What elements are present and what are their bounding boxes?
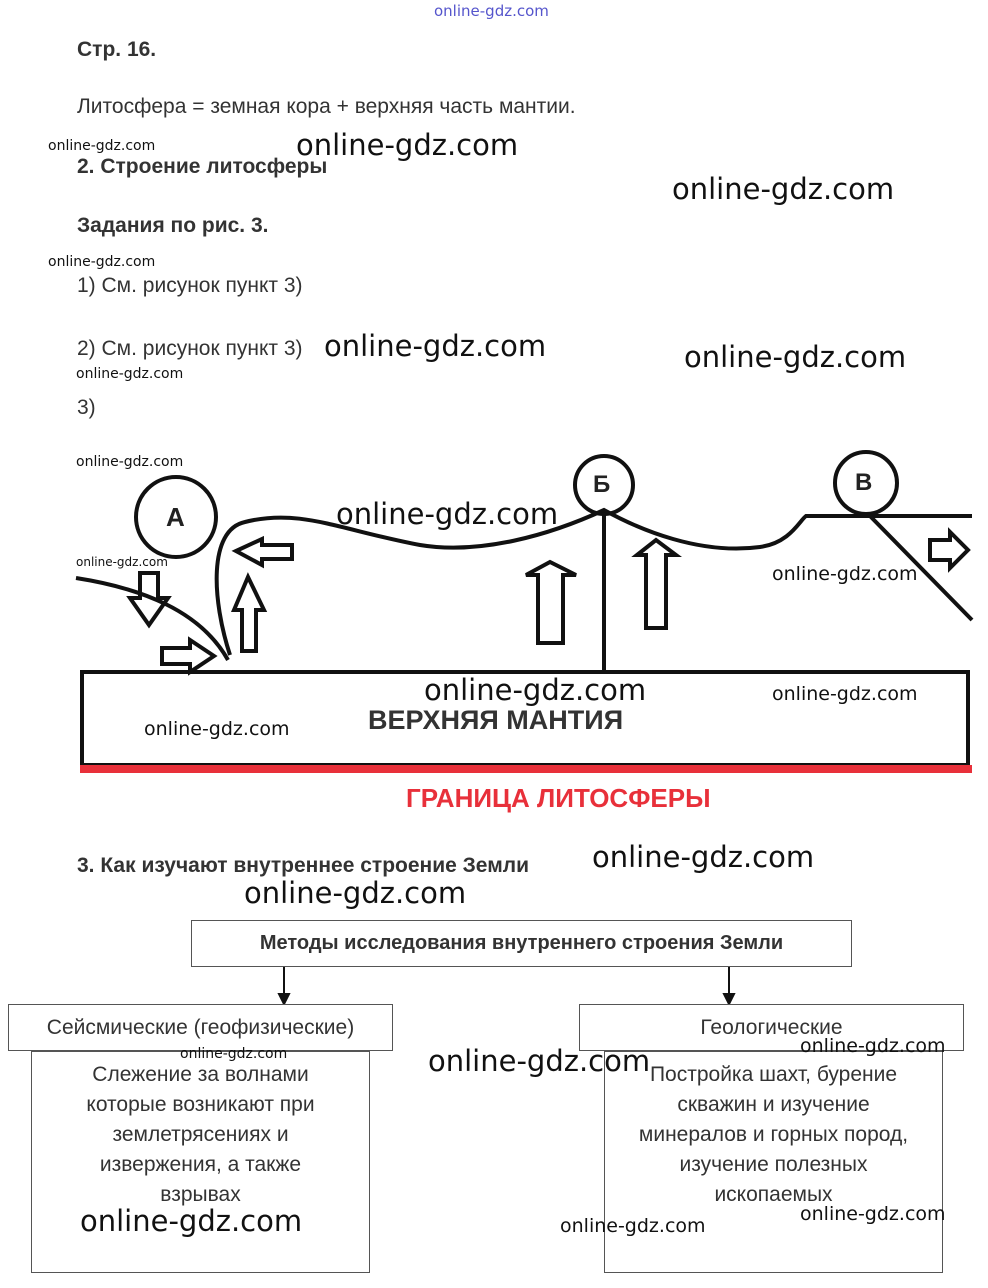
section3-title: 3. Как изучают внутреннее строение Земли bbox=[77, 854, 529, 877]
watermark[interactable]: online-gdz.com bbox=[48, 254, 156, 270]
geological-desc-box bbox=[604, 1051, 943, 1273]
lithosphere-definition: Литосфера = земная кора + верхняя часть мантии. bbox=[77, 95, 576, 118]
label-a: А bbox=[166, 502, 185, 532]
geological-line: минералов и горных пород, bbox=[638, 1123, 909, 1146]
watermark[interactable]: online-gdz.com bbox=[296, 128, 519, 162]
geological-line: ископаемых bbox=[714, 1183, 833, 1206]
watermark[interactable]: online-gdz.com bbox=[428, 1044, 651, 1078]
seismic-line: взрывах bbox=[160, 1183, 241, 1206]
label-b: Б bbox=[593, 471, 611, 498]
seismic-box bbox=[8, 1004, 393, 1051]
geological-line: изучение полезных bbox=[679, 1153, 868, 1176]
page-number: Стр. 16. bbox=[77, 38, 157, 61]
watermark[interactable]: online-gdz.com bbox=[772, 683, 918, 705]
tasks-title: Задания по рис. 3. bbox=[77, 214, 269, 237]
watermark[interactable]: online-gdz.com bbox=[144, 718, 290, 740]
watermark[interactable]: online-gdz.com bbox=[800, 1035, 946, 1057]
geological-line: скважин и изучение bbox=[677, 1093, 870, 1116]
watermark[interactable]: online-gdz.com bbox=[684, 340, 907, 374]
section2-title: 2. Строение литосферы bbox=[77, 155, 328, 178]
task-1: 1) См. рисунок пункт 3) bbox=[77, 274, 303, 297]
arrowhead-geological bbox=[724, 994, 734, 1004]
mantle-label: ВЕРХНЯЯ МАНТИЯ bbox=[368, 705, 624, 735]
seismic-desc-box bbox=[31, 1051, 370, 1273]
label-v: В bbox=[855, 469, 873, 496]
watermark[interactable]: online-gdz.com bbox=[560, 1215, 706, 1237]
watermark[interactable]: online-gdz.com bbox=[48, 138, 156, 154]
watermark-top[interactable]: online-gdz.com bbox=[434, 2, 549, 20]
watermark[interactable]: online-gdz.com bbox=[76, 366, 184, 382]
task-3: 3) bbox=[77, 396, 96, 419]
watermark[interactable]: online-gdz.com bbox=[800, 1203, 946, 1225]
watermark[interactable]: online-gdz.com bbox=[76, 454, 184, 470]
task-2: 2) См. рисунок пункт 3) bbox=[77, 337, 303, 360]
seismic-line: землетрясениях и bbox=[112, 1123, 289, 1146]
watermark[interactable]: online-gdz.com bbox=[424, 673, 647, 707]
watermark[interactable]: online-gdz.com bbox=[244, 876, 467, 910]
watermark[interactable]: online-gdz.com bbox=[324, 329, 547, 363]
watermark[interactable]: online-gdz.com bbox=[80, 1204, 303, 1238]
seismic-line: Слежение за волнами bbox=[92, 1063, 309, 1086]
seismic-title: Сейсмические (геофизические) bbox=[46, 1015, 355, 1039]
geological-line: Постройка шахт, бурение bbox=[649, 1063, 898, 1086]
watermark[interactable]: online-gdz.com bbox=[672, 172, 895, 206]
boundary-label: ГРАНИЦА ЛИТОСФЕРЫ bbox=[406, 783, 711, 813]
watermark[interactable]: online-gdz.com bbox=[336, 497, 559, 531]
arrowhead-seismic bbox=[279, 994, 289, 1004]
methods-title: Методы исследования внутреннего строения Земли bbox=[259, 932, 784, 954]
seismic-line: которые возникают при bbox=[86, 1093, 315, 1116]
watermark[interactable]: online-gdz.com bbox=[772, 563, 918, 585]
seismic-line: извержения, а также bbox=[99, 1153, 302, 1176]
watermark[interactable]: online-gdz.com bbox=[76, 555, 168, 569]
geological-title: Геологические bbox=[700, 1015, 843, 1039]
watermark[interactable]: online-gdz.com bbox=[592, 840, 815, 874]
watermark[interactable]: online-gdz.com bbox=[180, 1046, 288, 1062]
